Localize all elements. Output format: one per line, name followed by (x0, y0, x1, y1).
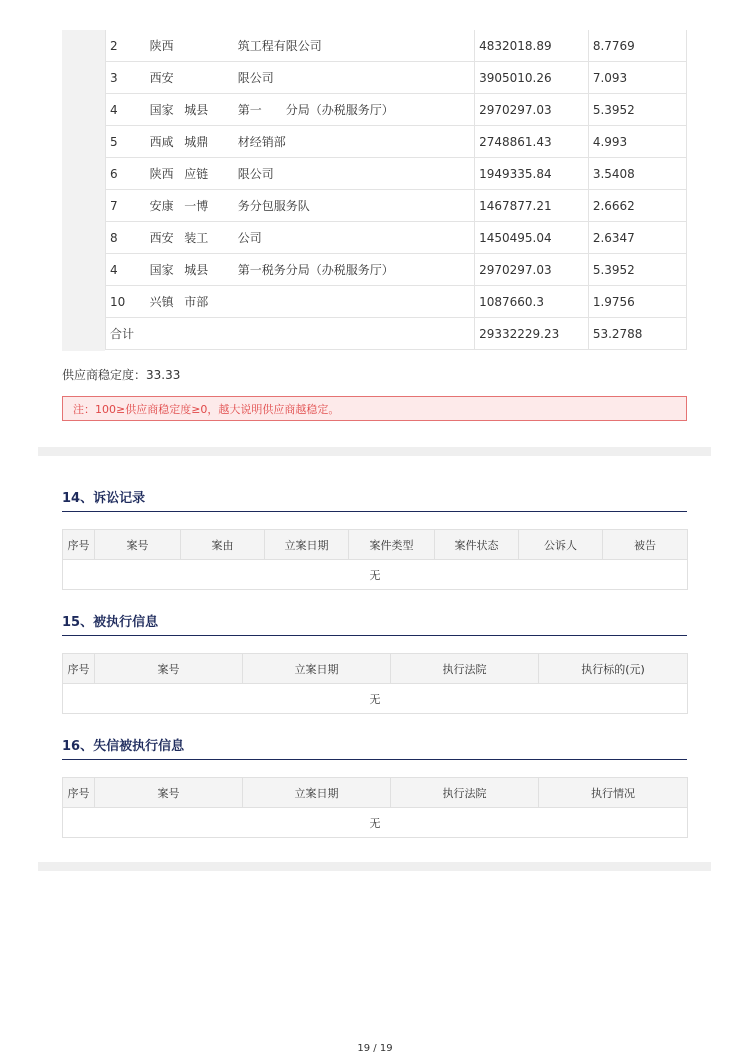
litigation-header-cell: 序号 (63, 530, 95, 560)
supplier-row (106, 222, 687, 254)
supplier-row (106, 62, 687, 94)
supplier-total-row (106, 318, 687, 350)
dishonest-table (62, 777, 688, 838)
supplier-cell-c: 第一税务分局（办税服务厅） (234, 254, 346, 286)
executed-header-cell: 执行标的(元) (539, 654, 688, 684)
supplier-cell-ratio: 5.3952 (588, 94, 686, 126)
litigation-header-cell: 被告 (603, 530, 688, 560)
dishonest-empty: 无 (63, 808, 688, 838)
supplier-cell-a: 国家 (146, 94, 181, 126)
executed-header-cell: 执行法院 (391, 654, 539, 684)
supplier-cell-ratio: 4.993 (588, 126, 686, 158)
supplier-table (105, 30, 687, 350)
supplier-cell-b: 城县 (180, 94, 234, 126)
supplier-cell-amount: 1450495.04 (475, 222, 589, 254)
supplier-cell-amount: 1467877.21 (475, 190, 589, 222)
supplier-cell-blank (345, 158, 474, 190)
section-title-litigation: 14、诉讼记录 (62, 491, 146, 506)
supplier-cell-a: 西安 (146, 222, 181, 254)
supplier-cell-b: 应链 (180, 158, 234, 190)
supplier-cell-no: 4 (106, 254, 146, 286)
stability-note: 注：100≥供应商稳定度≥0，越大说明供应商越稳定。 (62, 396, 687, 421)
supplier-cell-a: 西咸 (146, 126, 181, 158)
litigation-empty: 无 (63, 560, 688, 590)
supplier-cell-amount: 4832018.89 (475, 30, 589, 62)
supplier-cell-c: 筑工程有限公司 (234, 30, 346, 62)
supplier-cell-no: 3 (106, 62, 146, 94)
supplier-total-amount: 29332229.23 (475, 318, 589, 350)
supplier-row (106, 190, 687, 222)
supplier-table-side-band (62, 30, 105, 351)
supplier-cell-blank (345, 126, 474, 158)
litigation-header-cell: 立案日期 (265, 530, 349, 560)
supplier-cell-amount: 2970297.03 (475, 254, 589, 286)
section-underline (62, 511, 687, 512)
dishonest-header-cell: 案号 (95, 778, 243, 808)
supplier-cell-blank (345, 222, 474, 254)
supplier-cell-a: 陕西 (146, 30, 181, 62)
supplier-row (106, 158, 687, 190)
supplier-cell-blank (345, 62, 474, 94)
supplier-cell-blank (345, 190, 474, 222)
executed-header-cell: 序号 (63, 654, 95, 684)
supplier-cell-a: 陕西 (146, 158, 181, 190)
section-underline (62, 635, 687, 636)
litigation-header-cell: 案由 (181, 530, 265, 560)
supplier-cell-ratio: 3.5408 (588, 158, 686, 190)
supplier-cell-no: 4 (106, 94, 146, 126)
dishonest-header-cell: 立案日期 (243, 778, 391, 808)
supplier-cell-b: 一博 (180, 190, 234, 222)
supplier-row (106, 30, 687, 62)
section-underline (62, 759, 687, 760)
supplier-cell-no: 8 (106, 222, 146, 254)
supplier-total-ratio: 53.2788 (588, 318, 686, 350)
litigation-header-cell: 案件类型 (349, 530, 435, 560)
supplier-row (106, 254, 687, 286)
supplier-cell-b (180, 30, 234, 62)
supplier-total-label: 合计 (106, 318, 475, 350)
dishonest-header-cell: 执行情况 (539, 778, 688, 808)
supplier-cell-b: 城县 (180, 254, 234, 286)
supplier-cell-c: 第一 分局（办税服务厅） (234, 94, 346, 126)
supplier-cell-ratio: 2.6347 (588, 222, 686, 254)
supplier-cell-b: 市部 (180, 286, 234, 318)
supplier-cell-ratio: 5.3952 (588, 254, 686, 286)
supplier-cell-amount: 2748861.43 (475, 126, 589, 158)
supplier-cell-a: 兴镇 (146, 286, 181, 318)
section-title-dishonest: 16、失信被执行信息 (62, 739, 185, 754)
supplier-cell-ratio: 7.093 (588, 62, 686, 94)
supplier-cell-c: 限公司 (234, 158, 346, 190)
supplier-cell-c: 材经销部 (234, 126, 346, 158)
supplier-cell-no: 7 (106, 190, 146, 222)
page-number: 19 / 19 (357, 1043, 393, 1054)
supplier-cell-b (180, 62, 234, 94)
supplier-row (106, 126, 687, 158)
supplier-cell-blank (345, 286, 474, 318)
litigation-header-cell: 案件状态 (435, 530, 519, 560)
supplier-cell-amount: 3905010.26 (475, 62, 589, 94)
supplier-cell-a: 国家 (146, 254, 181, 286)
supplier-cell-c: 务分包服务队 (234, 190, 346, 222)
supplier-cell-no: 6 (106, 158, 146, 190)
supplier-cell-ratio: 8.7769 (588, 30, 686, 62)
executed-header-cell: 案号 (95, 654, 243, 684)
executed-header-cell: 立案日期 (243, 654, 391, 684)
supplier-cell-c: 公司 (234, 222, 346, 254)
section-title-executed: 15、被执行信息 (62, 615, 159, 630)
supplier-cell-ratio: 2.6662 (588, 190, 686, 222)
supplier-cell-amount: 1087660.3 (475, 286, 589, 318)
litigation-table (62, 529, 688, 590)
executed-table (62, 653, 688, 714)
supplier-cell-no: 2 (106, 30, 146, 62)
supplier-cell-no: 5 (106, 126, 146, 158)
supplier-cell-a: 安康 (146, 190, 181, 222)
supplier-cell-no: 10 (106, 286, 146, 318)
supplier-cell-a: 西安 (146, 62, 181, 94)
supplier-stability: 供应商稳定度：33.33 (62, 368, 181, 382)
section-divider-band (38, 862, 711, 871)
supplier-row (106, 94, 687, 126)
supplier-cell-c: 限公司 (234, 62, 346, 94)
supplier-cell-c (234, 286, 346, 318)
supplier-cell-blank (345, 30, 474, 62)
supplier-cell-amount: 2970297.03 (475, 94, 589, 126)
supplier-cell-amount: 1949335.84 (475, 158, 589, 190)
dishonest-header-cell: 序号 (63, 778, 95, 808)
section-divider-band (38, 447, 711, 456)
dishonest-header-cell: 执行法院 (391, 778, 539, 808)
litigation-header-cell: 公诉人 (519, 530, 603, 560)
supplier-row (106, 286, 687, 318)
executed-empty: 无 (63, 684, 688, 714)
supplier-cell-ratio: 1.9756 (588, 286, 686, 318)
litigation-header-cell: 案号 (95, 530, 181, 560)
supplier-cell-b: 城鼎 (180, 126, 234, 158)
supplier-cell-b: 装工 (180, 222, 234, 254)
